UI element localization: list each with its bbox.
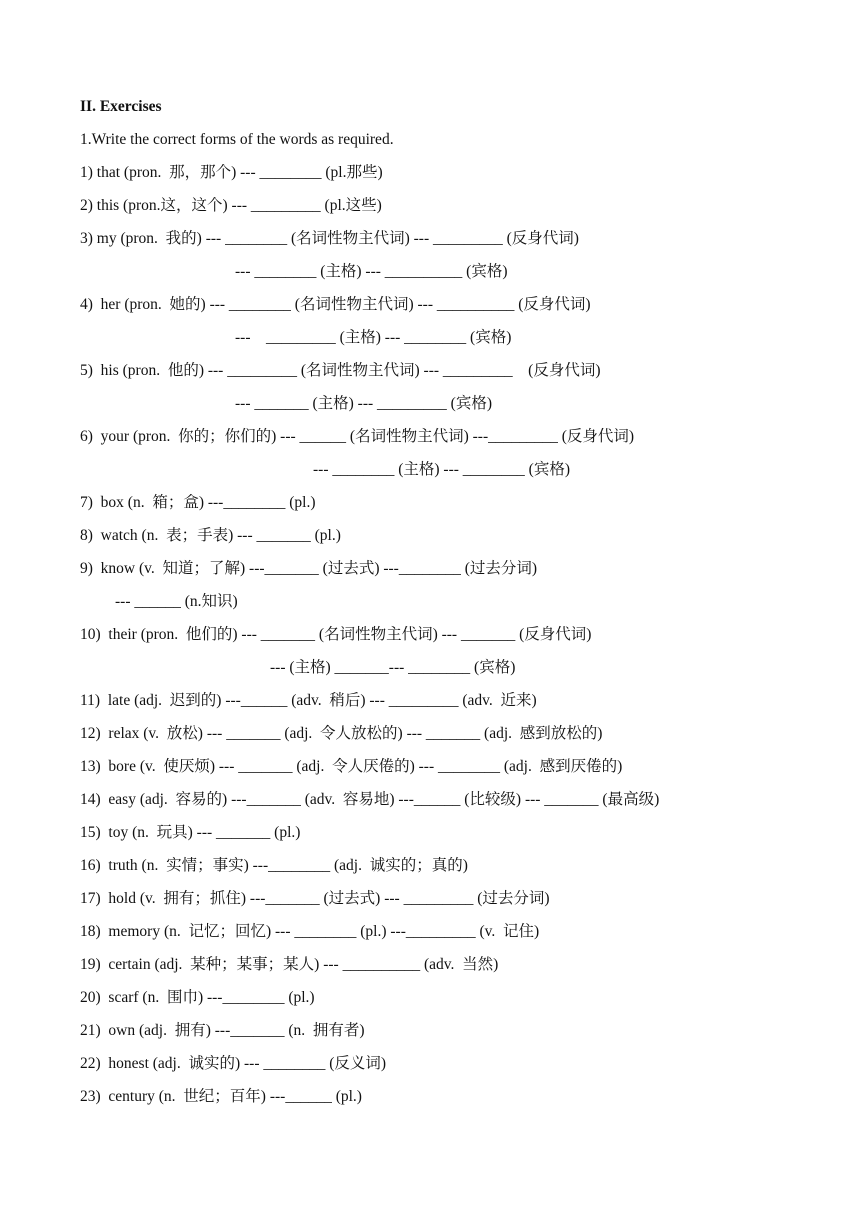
exercise-line: 19) certain (adj. 某种；某事；某人) --- __________ (adv. 当然): [80, 956, 499, 973]
exercise-line: 16) truth (n. 实情；事实) ---________ (adj. 诚实的；真的): [80, 857, 468, 874]
exercise-line: 12) relax (v. 放松) --- _______ (adj. 令人放松的) --- _______ (adj. 感到放松的): [80, 725, 603, 742]
exercise-line: 11) late (adj. 迟到的) ---______ (adv. 稍后) --- _________ (adv. 近来): [80, 692, 537, 709]
exercise-line: 17) hold (v. 拥有；抓住) ---_______ (过去式) --- _________ (过去分词): [80, 890, 550, 907]
exercise-line: 7) box (n. 箱；盒) ---________ (pl.): [80, 494, 316, 511]
exercise-line: 21) own (adj. 拥有) ---_______ (n. 拥有者): [80, 1022, 365, 1039]
exercise-line: 15) toy (n. 玩具) --- _______ (pl.): [80, 824, 301, 841]
exercise-line-continuation: --- ______ (n.知识): [115, 593, 238, 610]
exercise-line: 22) honest (adj. 诚实的) --- ________ (反义词): [80, 1055, 387, 1072]
exercise-line: 4) her (pron. 她的) --- ________ (名词性物主代词) --- __________ (反身代词): [80, 296, 591, 313]
exercise-line-continuation: --- ________ (主格) --- ________ (宾格): [313, 461, 570, 478]
exercise-line: 18) memory (n. 记忆；回忆) --- ________ (pl.) ---_________ (v. 记住): [80, 923, 540, 940]
section-heading: II. Exercises: [80, 98, 162, 115]
exercise-line: 9) know (v. 知道；了解) ---_______ (过去式) ---________ (过去分词): [80, 560, 538, 577]
instruction-text: 1.Write the correct forms of the words as required.: [80, 131, 394, 148]
exercise-line-continuation: --- _________ (主格) --- ________ (宾格): [235, 329, 512, 346]
exercise-line: 2) this (pron.这，这个) --- _________ (pl.这些): [80, 197, 382, 214]
exercise-line-continuation: --- ________ (主格) --- __________ (宾格): [235, 263, 508, 280]
exercise-line: 1) that (pron. 那，那个) --- ________ (pl.那些): [80, 164, 383, 181]
exercise-line: 8) watch (n. 表；手表) --- _______ (pl.): [80, 527, 341, 544]
exercise-line: 23) century (n. 世纪；百年) ---______ (pl.): [80, 1088, 362, 1105]
exercise-line-continuation: --- _______ (主格) --- _________ (宾格): [235, 395, 492, 412]
exercise-line: 10) their (pron. 他们的) --- _______ (名词性物主代词) --- _______ (反身代词): [80, 626, 592, 643]
exercise-line: 3) my (pron. 我的) --- ________ (名词性物主代词) --- _________ (反身代词): [80, 230, 579, 247]
exercise-line: 6) your (pron. 你的；你们的) --- ______ (名词性物主代词) ---_________ (反身代词): [80, 428, 635, 445]
exercise-line: 14) easy (adj. 容易的) ---_______ (adv. 容易地) ---______ (比较级) --- _______ (最高级): [80, 791, 660, 808]
exercise-line: 13) bore (v. 使厌烦) --- _______ (adj. 令人厌倦的) --- ________ (adj. 感到厌倦的): [80, 758, 623, 775]
exercise-line: 20) scarf (n. 围巾) ---________ (pl.): [80, 989, 315, 1006]
exercise-line-continuation: --- (主格) _______--- ________ (宾格): [270, 659, 516, 676]
exercise-line: 5) his (pron. 他的) --- _________ (名词性物主代词) --- _________ (反身代词): [80, 362, 601, 379]
